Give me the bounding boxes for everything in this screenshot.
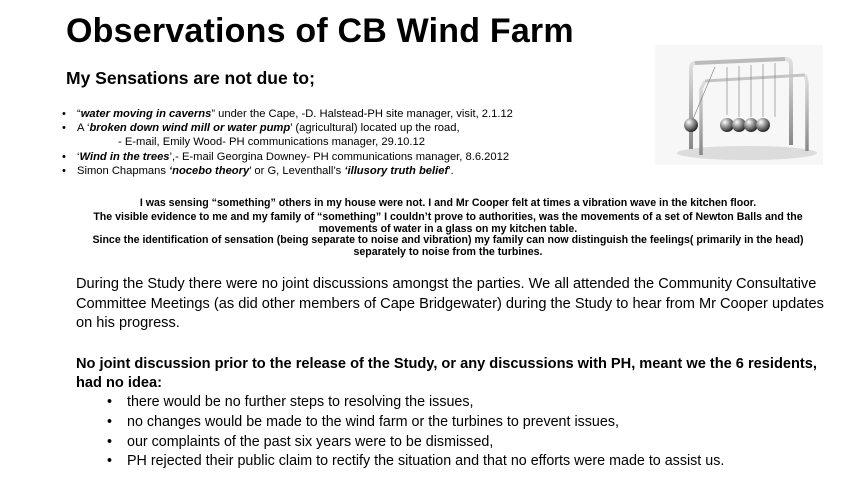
list-item-continuation: - E-mail, Emily Wood- PH communications manager, 29.10.12 — [118, 136, 425, 149]
sensation-sources-list — [62, 107, 662, 178]
bullet: • — [107, 394, 113, 410]
issues-list — [107, 393, 847, 472]
study-paragraph: During the Study there were no joint discussions amongst the parties. We all attended the Community Consultative Committee Meetings (as did other members of Cape Bridgewater) during the Study to hear from Mr Cooper updates on his progress. — [76, 276, 824, 332]
no-discussion-paragraph: No joint discussion prior to the release of the Study, or any discussions with PH, meant we the 6 residents, had no idea: — [76, 356, 817, 391]
list-item: • A ‘broken down wind mill or water pump’ (agricultural) located up the road, — [62, 122, 460, 135]
list-item: • Simon Chapmans ‘nocebo theory’ or G, Leventhall’s ‘illusory truth belief’. — [62, 164, 454, 177]
list-item: • ‘Wind in the trees’,- E-mail Georgina Downey- PH communications manager, 8.6.2012 — [62, 150, 510, 163]
bullet: • — [107, 413, 113, 430]
sensing-line: I was sensing “something” others in my house were not. I and Mr Cooper felt at times a vibration wave in the kitchen floor. — [139, 197, 757, 209]
list-item: • there would be no further steps to resolving the issues, — [107, 393, 847, 413]
bullet: • — [62, 122, 66, 135]
bullet: • — [107, 453, 113, 470]
sensing-statement — [70, 198, 826, 258]
list-item: • “water moving in caverns” under the Cape, -D. Halstead-PH site manager, visit, 2.1.12 — [62, 108, 513, 120]
bullet: • — [62, 108, 66, 120]
sensing-line: The visible evidence to me and my family of “something” I couldn’t prove to authorities, was the movements of a set of Newton Balls and the movements of water in a glass on my kitchen table. — [93, 211, 803, 235]
list-item: • PH rejected their public claim to rectify the situation and that no efforts were made to assist us. — [107, 452, 847, 472]
bullet: • — [107, 433, 113, 450]
list-item: • no changes would be made to the wind farm or the turbines to prevent issues, — [107, 413, 847, 433]
bullet: • — [62, 150, 66, 163]
sensing-line: Since the identification of sensation (being separate to noise and vibration) my family can now distinguish the feelings( primarily in the head) separately to noise from the turbines. — [92, 234, 804, 258]
slide-title: Observations of CB Wind Farm — [66, 12, 574, 50]
list-item: • our complaints of the past six years were to be dismissed, — [107, 433, 847, 453]
slide-subtitle: My Sensations are not due to; — [66, 68, 315, 88]
bullet: • — [62, 164, 66, 177]
newtons-cradle-image — [655, 45, 823, 165]
